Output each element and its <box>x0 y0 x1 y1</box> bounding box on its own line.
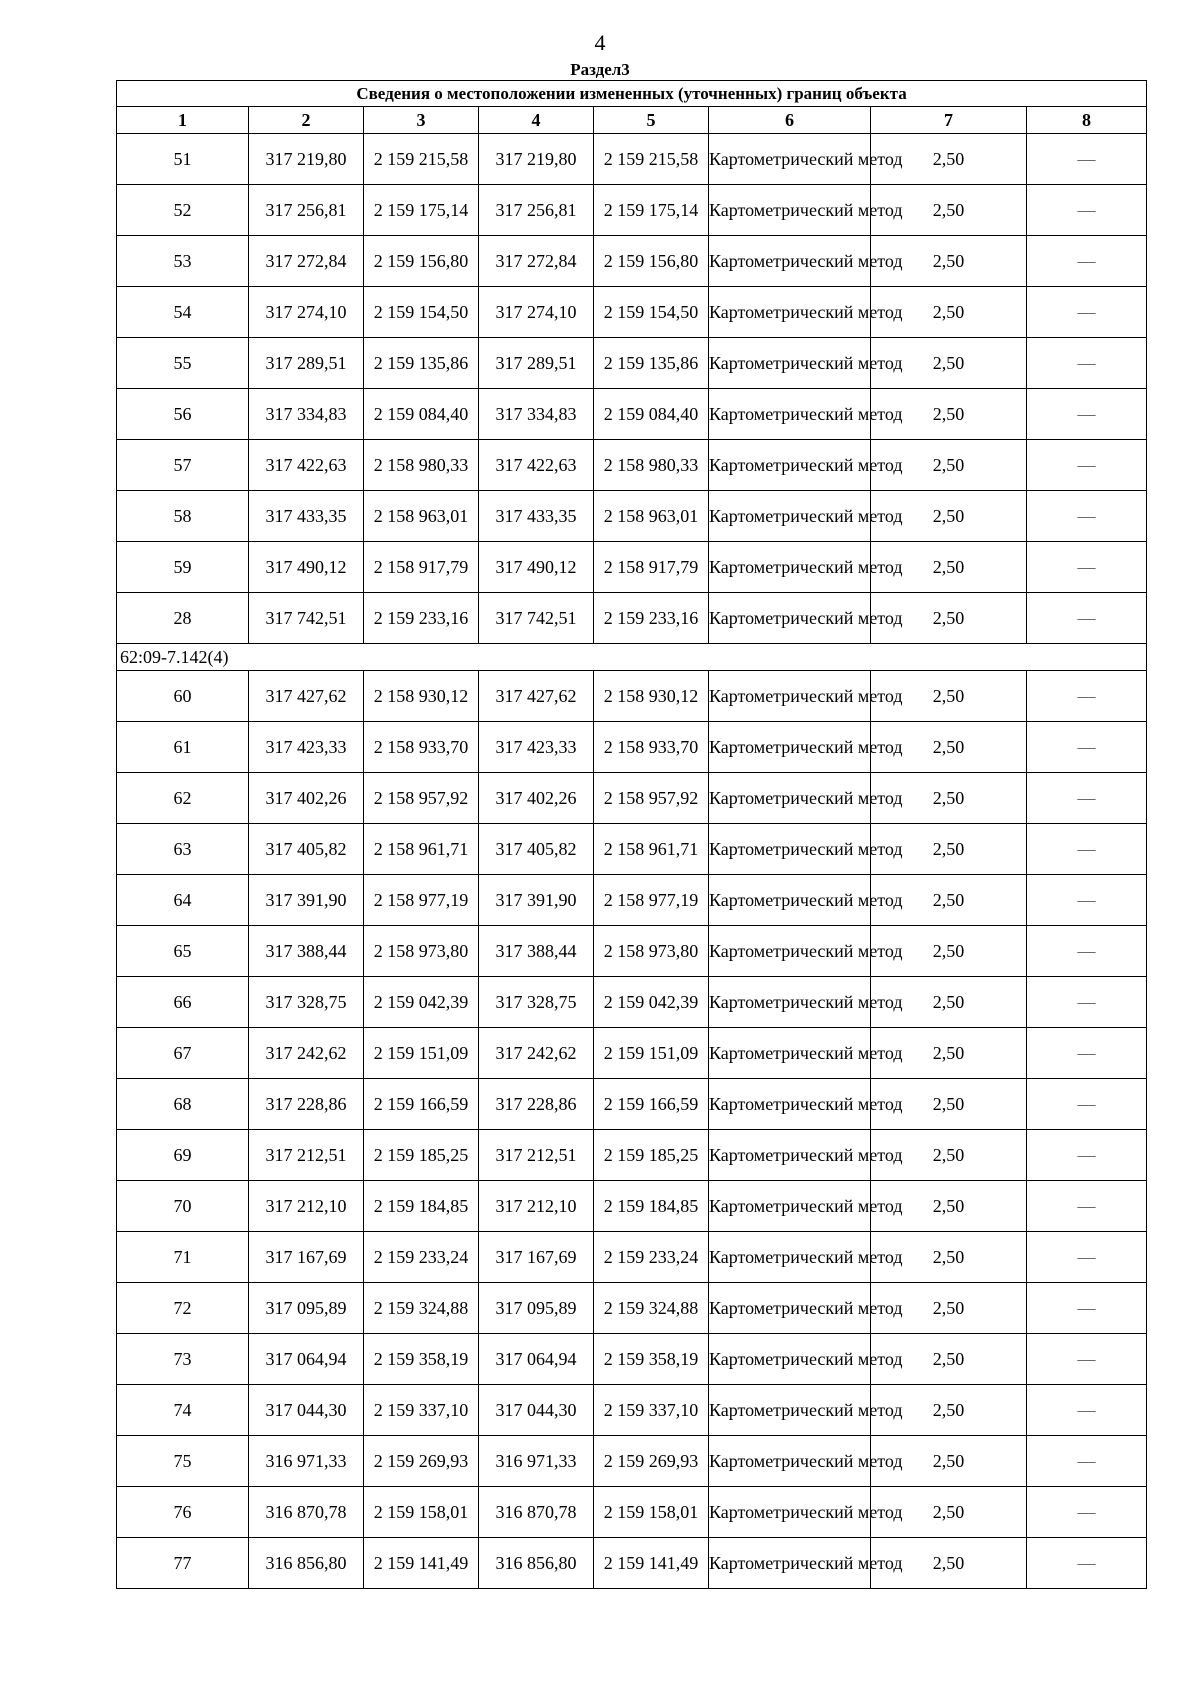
table-row <box>117 1232 1147 1283</box>
table-row <box>117 722 1147 773</box>
y-old-cell: 2 158 977,19 <box>364 875 479 926</box>
y-old-cell: 2 159 337,10 <box>364 1385 479 1436</box>
x-new-cell: 317 423,33 <box>479 722 594 773</box>
y-old-cell: 2 159 233,16 <box>364 593 479 644</box>
precision-cell: 2,50 <box>871 287 1027 338</box>
description-cell: — <box>1027 1181 1147 1232</box>
precision-cell: 2,50 <box>871 773 1027 824</box>
y-new-cell: 2 159 141,49 <box>594 1538 709 1589</box>
description-cell: — <box>1027 1232 1147 1283</box>
x-new-cell: 317 388,44 <box>479 926 594 977</box>
precision-cell: 2,50 <box>871 593 1027 644</box>
method-cell: Картометрический метод <box>709 824 871 875</box>
precision-cell: 2,50 <box>871 1028 1027 1079</box>
y-new-cell: 2 158 961,71 <box>594 824 709 875</box>
precision-cell: 2,50 <box>871 1283 1027 1334</box>
method-cell: Картометрический метод <box>709 1487 871 1538</box>
precision-cell: 2,50 <box>871 236 1027 287</box>
point-number-cell: 69 <box>117 1130 249 1181</box>
x-old-cell: 317 742,51 <box>249 593 364 644</box>
table-row <box>117 1385 1147 1436</box>
description-cell: — <box>1027 593 1147 644</box>
x-new-cell: 317 044,30 <box>479 1385 594 1436</box>
method-cell: Картометрический метод <box>709 1130 871 1181</box>
column-header: 7 <box>871 107 1027 134</box>
point-number-cell: 62 <box>117 773 249 824</box>
x-old-cell: 317 274,10 <box>249 287 364 338</box>
point-number-cell: 52 <box>117 185 249 236</box>
description-cell: — <box>1027 338 1147 389</box>
x-new-cell: 317 334,83 <box>479 389 594 440</box>
x-new-cell: 317 422,63 <box>479 440 594 491</box>
x-old-cell: 317 388,44 <box>249 926 364 977</box>
x-old-cell: 317 242,62 <box>249 1028 364 1079</box>
method-cell: Картометрический метод <box>709 287 871 338</box>
y-new-cell: 2 158 957,92 <box>594 773 709 824</box>
x-old-cell: 316 870,78 <box>249 1487 364 1538</box>
y-new-cell: 2 158 977,19 <box>594 875 709 926</box>
point-number-cell: 55 <box>117 338 249 389</box>
x-new-cell: 317 228,86 <box>479 1079 594 1130</box>
precision-cell: 2,50 <box>871 440 1027 491</box>
x-old-cell: 317 402,26 <box>249 773 364 824</box>
table-row <box>117 671 1147 722</box>
x-new-cell: 317 490,12 <box>479 542 594 593</box>
x-new-cell: 317 328,75 <box>479 977 594 1028</box>
x-old-cell: 316 856,80 <box>249 1538 364 1589</box>
x-old-cell: 317 064,94 <box>249 1334 364 1385</box>
y-new-cell: 2 159 269,93 <box>594 1436 709 1487</box>
description-cell: — <box>1027 542 1147 593</box>
y-old-cell: 2 159 358,19 <box>364 1334 479 1385</box>
x-old-cell: 317 334,83 <box>249 389 364 440</box>
description-cell: — <box>1027 722 1147 773</box>
table-row <box>117 824 1147 875</box>
y-old-cell: 2 159 158,01 <box>364 1487 479 1538</box>
group-row <box>117 644 1147 671</box>
y-new-cell: 2 159 158,01 <box>594 1487 709 1538</box>
point-number-cell: 59 <box>117 542 249 593</box>
precision-cell: 2,50 <box>871 824 1027 875</box>
method-cell: Картометрический метод <box>709 926 871 977</box>
precision-cell: 2,50 <box>871 542 1027 593</box>
precision-cell: 2,50 <box>871 1130 1027 1181</box>
y-old-cell: 2 158 980,33 <box>364 440 479 491</box>
description-cell: — <box>1027 287 1147 338</box>
point-number-cell: 57 <box>117 440 249 491</box>
y-old-cell: 2 159 042,39 <box>364 977 479 1028</box>
point-number-cell: 65 <box>117 926 249 977</box>
precision-cell: 2,50 <box>871 491 1027 542</box>
table-row <box>117 338 1147 389</box>
y-old-cell: 2 159 135,86 <box>364 338 479 389</box>
x-old-cell: 317 433,35 <box>249 491 364 542</box>
description-cell: — <box>1027 389 1147 440</box>
precision-cell: 2,50 <box>871 926 1027 977</box>
x-new-cell: 317 212,51 <box>479 1130 594 1181</box>
y-old-cell: 2 159 184,85 <box>364 1181 479 1232</box>
precision-cell: 2,50 <box>871 722 1027 773</box>
precision-cell: 2,50 <box>871 389 1027 440</box>
table-row <box>117 1283 1147 1334</box>
x-new-cell: 317 427,62 <box>479 671 594 722</box>
y-new-cell: 2 159 084,40 <box>594 389 709 440</box>
table-row <box>117 542 1147 593</box>
x-old-cell: 317 289,51 <box>249 338 364 389</box>
y-new-cell: 2 159 337,10 <box>594 1385 709 1436</box>
precision-cell: 2,50 <box>871 338 1027 389</box>
method-cell: Картометрический метод <box>709 671 871 722</box>
point-number-cell: 73 <box>117 1334 249 1385</box>
point-number-cell: 54 <box>117 287 249 338</box>
table-row <box>117 773 1147 824</box>
description-cell: — <box>1027 824 1147 875</box>
y-old-cell: 2 158 961,71 <box>364 824 479 875</box>
x-old-cell: 317 272,84 <box>249 236 364 287</box>
x-new-cell: 316 856,80 <box>479 1538 594 1589</box>
y-new-cell: 2 158 917,79 <box>594 542 709 593</box>
method-cell: Картометрический метод <box>709 1385 871 1436</box>
point-number-cell: 64 <box>117 875 249 926</box>
x-old-cell: 317 391,90 <box>249 875 364 926</box>
method-cell: Картометрический метод <box>709 722 871 773</box>
y-new-cell: 2 159 154,50 <box>594 287 709 338</box>
method-cell: Картометрический метод <box>709 440 871 491</box>
precision-cell: 2,50 <box>871 185 1027 236</box>
section-title: Раздел3 <box>570 60 630 79</box>
table-row <box>117 875 1147 926</box>
y-new-cell: 2 159 151,09 <box>594 1028 709 1079</box>
y-old-cell: 2 159 156,80 <box>364 236 479 287</box>
x-new-cell: 316 870,78 <box>479 1487 594 1538</box>
point-number-cell: 51 <box>117 134 249 185</box>
column-header: 4 <box>479 107 594 134</box>
method-cell: Картометрический метод <box>709 338 871 389</box>
method-cell: Картометрический метод <box>709 977 871 1028</box>
point-number-cell: 71 <box>117 1232 249 1283</box>
x-old-cell: 317 422,63 <box>249 440 364 491</box>
y-old-cell: 2 158 963,01 <box>364 491 479 542</box>
precision-cell: 2,50 <box>871 1181 1027 1232</box>
y-old-cell: 2 159 154,50 <box>364 287 479 338</box>
precision-cell: 2,50 <box>871 1079 1027 1130</box>
precision-cell: 2,50 <box>871 1385 1027 1436</box>
y-new-cell: 2 158 980,33 <box>594 440 709 491</box>
method-cell: Картометрический метод <box>709 1079 871 1130</box>
table-row <box>117 926 1147 977</box>
precision-cell: 2,50 <box>871 134 1027 185</box>
table-row <box>117 440 1147 491</box>
y-old-cell: 2 159 151,09 <box>364 1028 479 1079</box>
x-old-cell: 317 095,89 <box>249 1283 364 1334</box>
table-row <box>117 1079 1147 1130</box>
y-old-cell: 2 159 141,49 <box>364 1538 479 1589</box>
x-new-cell: 317 405,82 <box>479 824 594 875</box>
table-row <box>117 1538 1147 1589</box>
x-old-cell: 317 212,10 <box>249 1181 364 1232</box>
x-old-cell: 317 490,12 <box>249 542 364 593</box>
description-cell: — <box>1027 671 1147 722</box>
description-cell: — <box>1027 1283 1147 1334</box>
table-row <box>117 1181 1147 1232</box>
description-cell: — <box>1027 491 1147 542</box>
y-new-cell: 2 159 042,39 <box>594 977 709 1028</box>
table-row <box>117 1487 1147 1538</box>
x-old-cell: 317 423,33 <box>249 722 364 773</box>
method-cell: Картометрический метод <box>709 134 871 185</box>
method-cell: Картометрический метод <box>709 773 871 824</box>
description-cell: — <box>1027 926 1147 977</box>
y-old-cell: 2 159 215,58 <box>364 134 479 185</box>
y-old-cell: 2 158 933,70 <box>364 722 479 773</box>
y-old-cell: 2 159 175,14 <box>364 185 479 236</box>
x-old-cell: 317 405,82 <box>249 824 364 875</box>
column-header: 6 <box>709 107 871 134</box>
table-row <box>117 287 1147 338</box>
y-new-cell: 2 159 156,80 <box>594 236 709 287</box>
description-cell: — <box>1027 236 1147 287</box>
column-header: 1 <box>117 107 249 134</box>
method-cell: Картометрический метод <box>709 1334 871 1385</box>
description-cell: — <box>1027 773 1147 824</box>
table-row <box>117 1028 1147 1079</box>
group-label: 62:09-7.142(4) <box>117 644 1147 671</box>
method-cell: Картометрический метод <box>709 1181 871 1232</box>
y-new-cell: 2 159 233,24 <box>594 1232 709 1283</box>
method-cell: Картометрический метод <box>709 491 871 542</box>
point-number-cell: 56 <box>117 389 249 440</box>
x-new-cell: 317 064,94 <box>479 1334 594 1385</box>
description-cell: — <box>1027 977 1147 1028</box>
y-new-cell: 2 159 166,59 <box>594 1079 709 1130</box>
x-new-cell: 317 219,80 <box>479 134 594 185</box>
method-cell: Картометрический метод <box>709 236 871 287</box>
description-cell: — <box>1027 1079 1147 1130</box>
point-number-cell: 75 <box>117 1436 249 1487</box>
x-new-cell: 317 212,10 <box>479 1181 594 1232</box>
y-old-cell: 2 158 930,12 <box>364 671 479 722</box>
precision-cell: 2,50 <box>871 1232 1027 1283</box>
point-number-cell: 28 <box>117 593 249 644</box>
method-cell: Картометрический метод <box>709 1283 871 1334</box>
column-header: 3 <box>364 107 479 134</box>
point-number-cell: 68 <box>117 1079 249 1130</box>
x-new-cell: 316 971,33 <box>479 1436 594 1487</box>
y-new-cell: 2 159 185,25 <box>594 1130 709 1181</box>
point-number-cell: 76 <box>117 1487 249 1538</box>
table-row <box>117 134 1147 185</box>
x-old-cell: 317 228,86 <box>249 1079 364 1130</box>
description-cell: — <box>1027 1436 1147 1487</box>
x-new-cell: 317 272,84 <box>479 236 594 287</box>
y-old-cell: 2 159 233,24 <box>364 1232 479 1283</box>
table-row <box>117 236 1147 287</box>
method-cell: Картометрический метод <box>709 1232 871 1283</box>
table-row <box>117 1334 1147 1385</box>
method-cell: Картометрический метод <box>709 1028 871 1079</box>
method-cell: Картометрический метод <box>709 542 871 593</box>
y-new-cell: 2 159 175,14 <box>594 185 709 236</box>
point-number-cell: 72 <box>117 1283 249 1334</box>
description-cell: — <box>1027 440 1147 491</box>
y-old-cell: 2 159 324,88 <box>364 1283 479 1334</box>
table-row <box>117 491 1147 542</box>
method-cell: Картометрический метод <box>709 185 871 236</box>
point-number-cell: 67 <box>117 1028 249 1079</box>
x-old-cell: 317 219,80 <box>249 134 364 185</box>
x-new-cell: 317 402,26 <box>479 773 594 824</box>
description-cell: — <box>1027 185 1147 236</box>
precision-cell: 2,50 <box>871 671 1027 722</box>
description-cell: — <box>1027 1487 1147 1538</box>
y-new-cell: 2 158 973,80 <box>594 926 709 977</box>
precision-cell: 2,50 <box>871 977 1027 1028</box>
description-cell: — <box>1027 134 1147 185</box>
x-new-cell: 317 433,35 <box>479 491 594 542</box>
description-cell: — <box>1027 1385 1147 1436</box>
x-old-cell: 316 971,33 <box>249 1436 364 1487</box>
precision-cell: 2,50 <box>871 1436 1027 1487</box>
column-header: 8 <box>1027 107 1147 134</box>
description-cell: — <box>1027 1334 1147 1385</box>
point-number-cell: 66 <box>117 977 249 1028</box>
column-header: 5 <box>594 107 709 134</box>
y-new-cell: 2 159 233,16 <box>594 593 709 644</box>
column-header: 2 <box>249 107 364 134</box>
table-row <box>117 185 1147 236</box>
precision-cell: 2,50 <box>871 1487 1027 1538</box>
y-old-cell: 2 159 269,93 <box>364 1436 479 1487</box>
method-cell: Картометрический метод <box>709 1538 871 1589</box>
y-old-cell: 2 158 917,79 <box>364 542 479 593</box>
table-body <box>117 134 1147 1589</box>
table-row <box>117 1436 1147 1487</box>
y-new-cell: 2 159 135,86 <box>594 338 709 389</box>
x-old-cell: 317 044,30 <box>249 1385 364 1436</box>
method-cell: Картометрический метод <box>709 593 871 644</box>
table-row <box>117 389 1147 440</box>
x-new-cell: 317 274,10 <box>479 287 594 338</box>
x-old-cell: 317 167,69 <box>249 1232 364 1283</box>
table-row <box>117 1130 1147 1181</box>
table-row <box>117 593 1147 644</box>
method-cell: Картометрический метод <box>709 389 871 440</box>
description-cell: — <box>1027 1538 1147 1589</box>
x-new-cell: 317 289,51 <box>479 338 594 389</box>
x-old-cell: 317 256,81 <box>249 185 364 236</box>
precision-cell: 2,50 <box>871 1334 1027 1385</box>
x-old-cell: 317 212,51 <box>249 1130 364 1181</box>
point-number-cell: 74 <box>117 1385 249 1436</box>
y-old-cell: 2 159 084,40 <box>364 389 479 440</box>
table-row <box>117 977 1147 1028</box>
point-number-cell: 77 <box>117 1538 249 1589</box>
description-cell: — <box>1027 1130 1147 1181</box>
y-new-cell: 2 159 184,85 <box>594 1181 709 1232</box>
description-cell: — <box>1027 875 1147 926</box>
point-number-cell: 70 <box>117 1181 249 1232</box>
point-number-cell: 58 <box>117 491 249 542</box>
x-new-cell: 317 391,90 <box>479 875 594 926</box>
y-new-cell: 2 158 963,01 <box>594 491 709 542</box>
method-cell: Картометрический метод <box>709 1436 871 1487</box>
y-old-cell: 2 159 185,25 <box>364 1130 479 1181</box>
x-new-cell: 317 256,81 <box>479 185 594 236</box>
page-number: 4 <box>594 30 606 55</box>
x-new-cell: 317 242,62 <box>479 1028 594 1079</box>
y-old-cell: 2 159 166,59 <box>364 1079 479 1130</box>
y-new-cell: 2 158 930,12 <box>594 671 709 722</box>
point-number-cell: 61 <box>117 722 249 773</box>
boundary-coordinates-table <box>116 80 1147 1589</box>
y-new-cell: 2 159 215,58 <box>594 134 709 185</box>
y-old-cell: 2 158 957,92 <box>364 773 479 824</box>
description-cell: — <box>1027 1028 1147 1079</box>
method-cell: Картометрический метод <box>709 875 871 926</box>
table-title: Сведения о местоположении измененных (уточненных) границ объекта <box>117 81 1147 107</box>
x-new-cell: 317 095,89 <box>479 1283 594 1334</box>
point-number-cell: 53 <box>117 236 249 287</box>
y-new-cell: 2 158 933,70 <box>594 722 709 773</box>
y-new-cell: 2 159 324,88 <box>594 1283 709 1334</box>
x-new-cell: 317 167,69 <box>479 1232 594 1283</box>
precision-cell: 2,50 <box>871 875 1027 926</box>
precision-cell: 2,50 <box>871 1538 1027 1589</box>
x-old-cell: 317 328,75 <box>249 977 364 1028</box>
point-number-cell: 60 <box>117 671 249 722</box>
x-new-cell: 317 742,51 <box>479 593 594 644</box>
point-number-cell: 63 <box>117 824 249 875</box>
y-new-cell: 2 159 358,19 <box>594 1334 709 1385</box>
y-old-cell: 2 158 973,80 <box>364 926 479 977</box>
x-old-cell: 317 427,62 <box>249 671 364 722</box>
